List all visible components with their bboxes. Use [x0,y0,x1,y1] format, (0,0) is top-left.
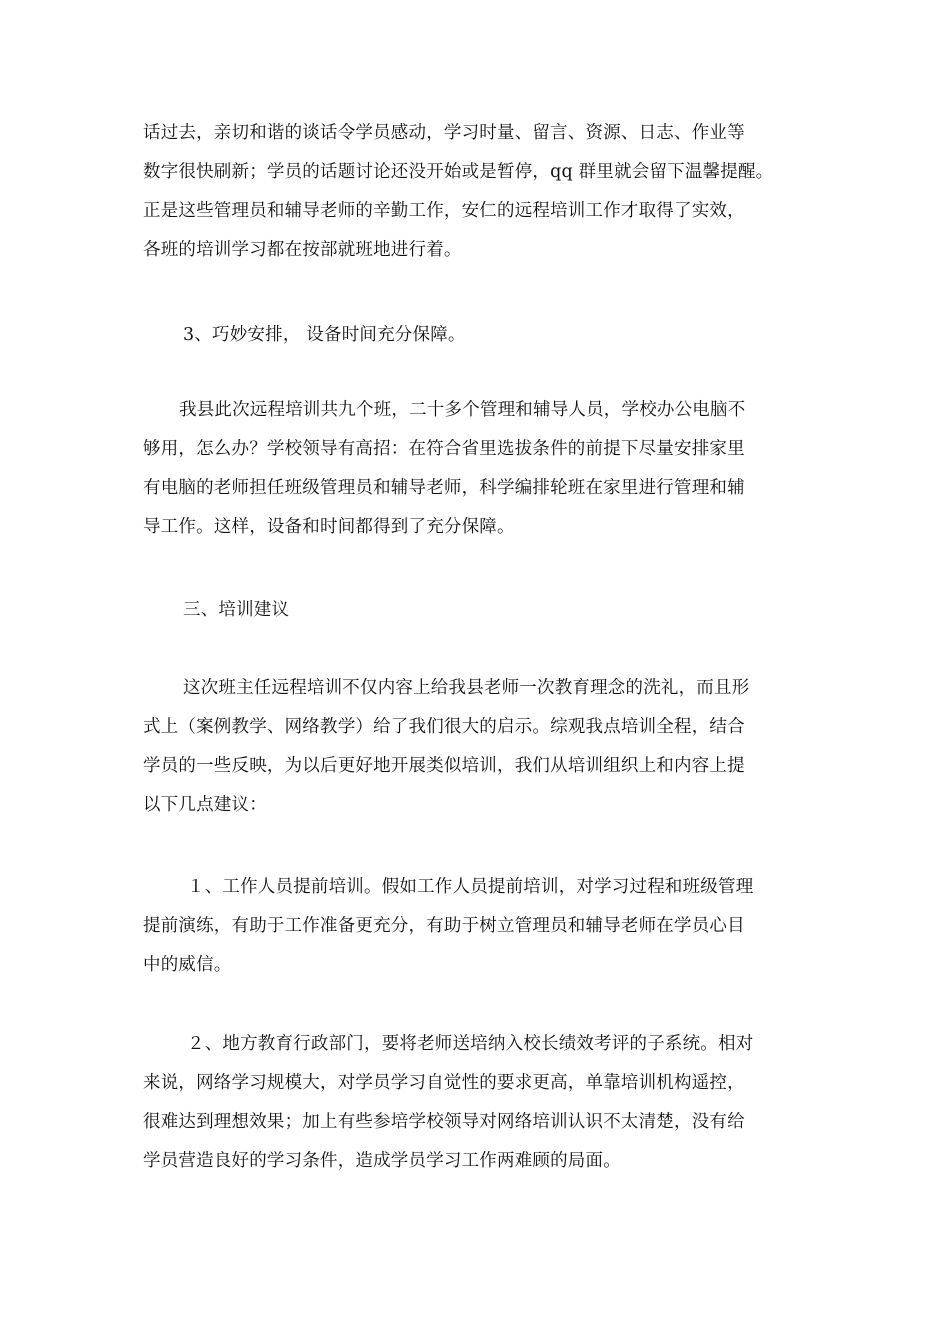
suggestion-1 [143,868,843,985]
text-line: ２、地方教育行政部门，要将老师送培纳入校长绩效考评的子系统。相对 [187,1034,754,1054]
text-line: 中的威信。 [143,955,232,975]
text-line: 数字很快刷新；学员的话题讨论还没开始或是暂停，qq 群里就会留下温馨提醒。 [143,162,774,182]
section-heading-suggestions [143,591,843,630]
text-line: 学员的一些反映，为以后更好地开展类似培训，我们从培训组织上和内容上提 [143,756,745,776]
text-line: 我县此次远程培训共九个班，二十多个管理和辅导人员，学校办公电脑不 [179,400,746,420]
section-heading-3 [143,316,843,355]
text-line: 有电脑的老师担任班级管理员和辅导老师，科学编排轮班在家里进行管理和辅 [143,478,745,498]
text-line: 各班的培训学习都在按部就班地进行着。 [143,240,462,260]
heading-text: 三、培训建议 [183,600,290,620]
text-line: 式上（案例教学、网络教学）给了我们很大的启示。综观我点培训全程，结合 [143,717,745,737]
text-line: 导工作。这样，设备和时间都得到了充分保障。 [143,517,515,537]
text-line: 学员营造良好的学习条件，造成学员学习工作两难顾的局面。 [143,1151,621,1171]
text-line: １、工作人员提前培训。假如工作人员提前培训，对学习过程和班级管理 [187,877,754,897]
text-line: 以下几点建议： [143,795,267,815]
text-line: 这次班主任远程培训不仅内容上给我县老师一次教育理念的洗礼，而且形 [183,678,750,698]
suggestion-2 [143,1025,843,1181]
paragraph-continuation [143,114,843,270]
text-line: 够用，怎么办？学校领导有高招：在符合省里选拔条件的前提下尽量安排家里 [143,439,745,459]
heading-text: 3、巧妙安排， 设备时间充分保障。 [183,325,466,345]
paragraph-equipment [143,391,843,547]
text-line: 话过去，亲切和谐的谈话令学员感动，学习时量、留言、资源、日志、作业等 [143,123,745,143]
text-line: 很难达到理想效果；加上有些参培学校领导对网络培训认识不太清楚，没有给 [143,1112,745,1132]
text-line: 来说，网络学习规模大，对学员学习自觉性的要求更高，单靠培训机构遥控， [143,1073,745,1093]
text-line: 提前演练，有助于工作准备更充分，有助于树立管理员和辅导老师在学员心目 [143,916,745,936]
paragraph-suggestions-intro [143,669,843,825]
text-line: 正是这些管理员和辅导老师的辛勤工作，安仁的远程培训工作才取得了实效， [143,201,745,221]
